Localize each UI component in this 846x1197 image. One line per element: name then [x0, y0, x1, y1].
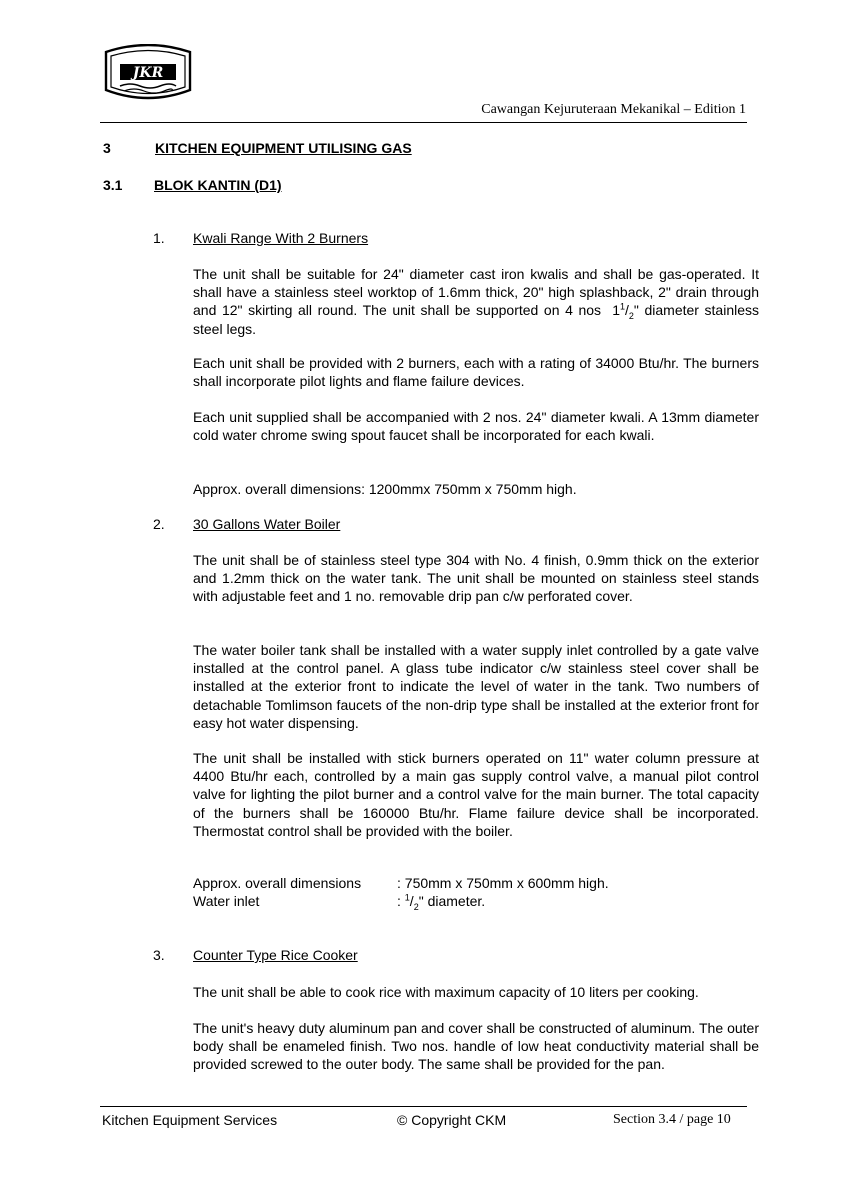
paragraph: Each unit supplied shall be accompanied with 2 nos. 24" diameter kwali. A 13mm diameter cold water chrome swing spout faucet shall be incorporated for each kwali.: [193, 409, 759, 444]
leg-size-denominator: 2: [628, 311, 634, 322]
header-department: Cawangan Kejuruteraan Mekanikal – Edition 1: [481, 102, 746, 117]
section-number: 3: [103, 140, 111, 156]
footer-copyright: © Copyright CKM: [397, 1112, 507, 1128]
paragraph: The unit shall be installed with stick burners operated on 11" water column pressure at 4400 Btu/hr each, controlled by a main gas supply control valve, a manual pilot control valve for lighting the pilot burner and a control valve for the main burner. The total capacity of the burners shall be 160000 Btu/hr. Flame failure device shall be incorporated. Thermostat control shall be provided with the boiler.: [193, 750, 759, 839]
water-inlet-value: : $^1/_2$" diameter.: [397, 892, 486, 912]
svg-text:JKR: JKR: [132, 65, 164, 81]
paragraph: Approx. overall dimensions: 1200mmx 750mm x 750mm high.: [193, 481, 577, 497]
subsection-number: 3.1: [103, 177, 123, 193]
footer-divider: [100, 1106, 747, 1107]
item-number: 1.: [153, 230, 165, 246]
item-title: Kwali Range With 2 Burners: [193, 230, 369, 246]
paragraph: The unit's heavy duty aluminum pan and cover shall be constructed of aluminum. The outer body shall be enameled finish. Two nos. handle of low heat conductivity material shall be provided screwed to the outer body. The same shall be provided for the pan.: [193, 1020, 759, 1073]
paragraph: The unit shall be of stainless steel type 304 with No. 4 finish, 0.9mm thick on the exterior and 1.2mm thick on the water tank. The unit shall be mounted on stainless steel stands with adjustable feet and 1 no. removable drip pan c/w perforated cover.: [193, 552, 759, 605]
footer-title: Kitchen Equipment Services: [102, 1112, 278, 1128]
item-title: 30 Gallons Water Boiler: [193, 516, 341, 532]
leg-size-whole: 1: [612, 302, 620, 319]
dimensions-value: : 750mm x 750mm x 600mm high.: [397, 875, 609, 891]
water-inlet-label: Water inlet: [193, 893, 260, 909]
jkr-logo: [100, 44, 196, 106]
item-title: Counter Type Rice Cooker: [193, 947, 358, 963]
paragraph: The unit shall be suitable for 24" diameter cast iron kwalis and shall be gas-operated. It shall have a stainless steel worktop of 1.6mm thick, 20" high splashback, 2" drain through and 12" skirting all round. The unit shall be supported on 4 nos $1^1/_2$" diameter stainless steel legs.: [193, 266, 760, 337]
leg-size-numerator: 1: [620, 301, 626, 312]
dimensions-label: Approx. overall dimensions: [193, 875, 362, 891]
leg-size-suffix: " diameter stainless steel legs.: [193, 302, 760, 337]
header-divider: [100, 122, 747, 123]
subsection-title: BLOK KANTIN (D1): [154, 177, 282, 193]
paragraph: Each unit shall be provided with 2 burners, each with a rating of 34000 Btu/hr. The burners shall incorporate pilot lights and flame failure devices.: [193, 355, 759, 390]
paragraph: The unit shall be able to cook rice with maximum capacity of 10 liters per cooking.: [193, 984, 699, 1000]
footer-page-number: Section 3.4 / page 10: [613, 1112, 731, 1127]
item-number: 2.: [153, 516, 165, 532]
item-number: 3.: [153, 947, 165, 963]
paragraph: The water boiler tank shall be installed with a water supply inlet controlled by a gate valve installed at the control panel. A glass tube indicator c/w stainless steel cover shall be installed at the exterior front to indicate the level of water in the tank. Two numbers of detachable Tomlimson faucets of the non-drip type shall be installed at the exterior front for easy hot water dispensing.: [193, 642, 759, 731]
section-title: KITCHEN EQUIPMENT UTILISING GAS: [155, 140, 412, 156]
